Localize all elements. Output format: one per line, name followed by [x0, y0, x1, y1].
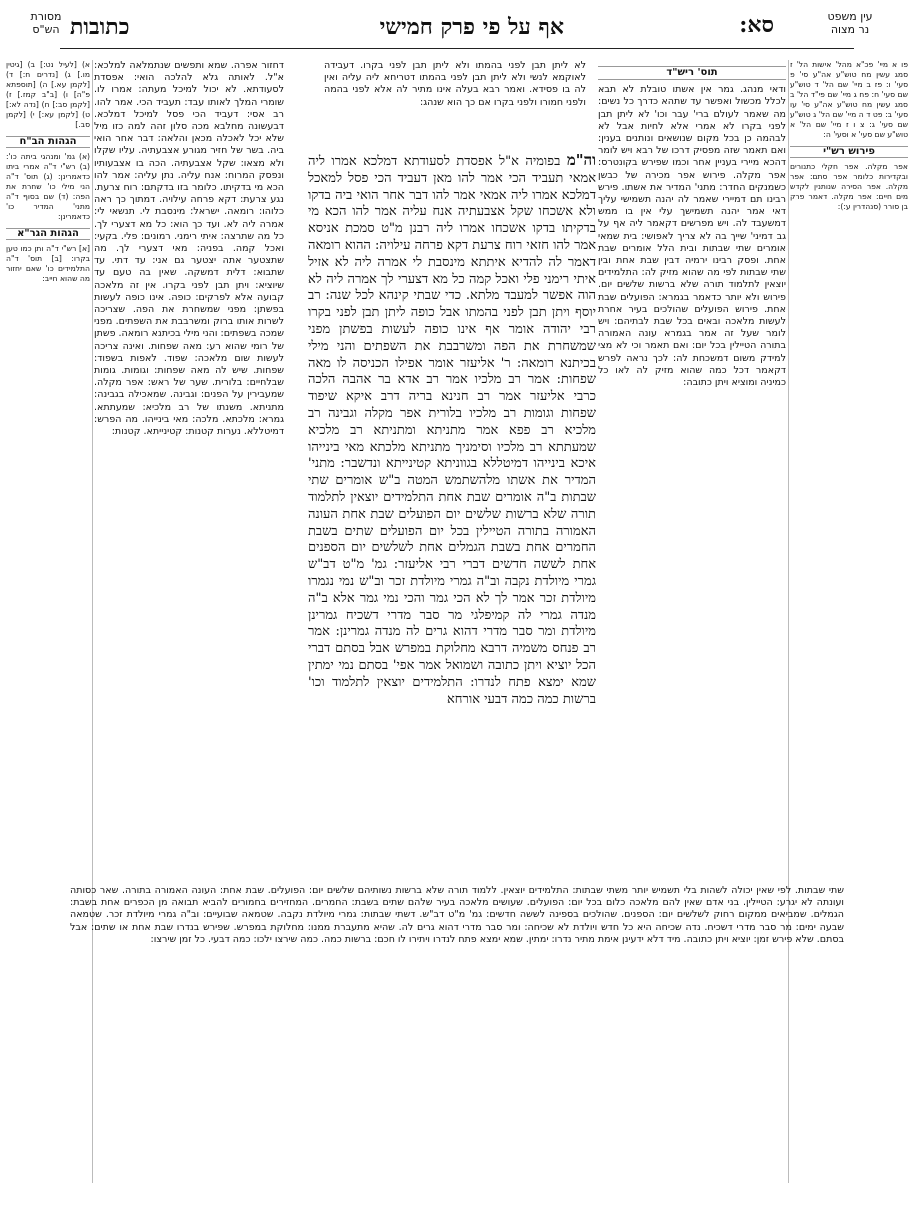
- gemara-opening-word: וה"מ: [566, 152, 596, 169]
- ein-mishpat-text: פו א מיי' פכ"א מהל' אישות הל' ז סמג עשין מח טוש"ע אה"ע סי' פ סעי' ו: פז ב מיי' שם הל' ד טוש"ע שם סעי' ח: פח ג מיי' שם פי"ד הל' ב סמג עשין מח טוש"ע אה"ע סי' עו סעי' ב: פט ד ה מיי' שם הל' ג טוש"ע שם סעי' ג: צ ו ז מיי' שם הל' א טוש"ע שם סעי' א וסעי' ה:: [790, 60, 908, 139]
- masoret-heading: מסורת הש"ס: [30, 10, 62, 36]
- ein-mishpat-heading: עין משפט נר מצוה: [827, 10, 873, 36]
- tosafot-text: ודאי מנהג. גמר אין אשתו טובלת לא תבא לכלל מכשול ואפשר עד שתהא כדרך כל נשים: מה שאמר לעולם ברי' עבר וכו' לא ליתן תבן לפני בקרו לא אמרי אלא לחיות אבל לא לבהמה כן בכל מקום שנושאים ונותנים בענין: ואם תאמר שזה מפסיק דרכו של רבא ויש לומר דהכא מיירי בעניין אחר וכמו שפירש בקונטרס: אפר מקלה. פירוש אפר מכירה של כבשן כשמנקים החדר: מתני' המדיר את אשתו. פירש רבינו תם דמיירי שאמר לה יהנה תשמישי עליך דאי אמר יהנה תשמישך עלי אין בו ממש דמשעבד לה. ויש מפרשים דקאמר ליה אף על גב דמיני' שייך בה לא צריך לאפושי: בית שמאי אומרים שתי שבתות ובית הלל אומרים שבת אחת. ופסק רבינו ירמיה דבין שבת אחת ובין שתי שבתות לפי מה שהוא מזיק לה: התלמידים יוצאין לתלמוד תורה שלא ברשות שלשים יום. פירוש ולא יותר כדאמר בגמרא: הפועלים שבת אחת. פירוש הפועלים שהולכים בעיר אחרת לעשות מלאכה ובאים בכל שבת לבתיהם: ויש לומר שעל זה אמר בגמרא עונה האמורה בתורה הטיילין בכל יום: ואם תאמר וכי לא מצי למידק משום דמשכחת לה: לכך נראה לפרש דקאמר דכל כמה שהוא מזיק לה לאו כל כמיניה ומוציא ויתן כתובה:: [598, 84, 786, 389]
- side-rashi-text: אפר מקלה. אפר חקלי כתנורים ובקדירות כלומר אפר סתם: אפר מקלה. אפר הסירה שנותנין לקדש מים חיים: אפר מקלה. דאמר פרק בן סורר (סנהדרין ע:):: [790, 162, 908, 211]
- central-top-paragraph: לא ליתן תבן לפני בהמתו ולא ליתן תבן לפני בקרו. דעבידה לאוקמא לנשי ולא ליתן תבן לפני בהמתו דטריחא ליה עליה ואין לה בו פסידא. ואמר רבא בעלה אינו מתיר לה אלא לפני בהמה ולפני חמורו ולפני בקרו אם כך הוא שנהג:: [324, 60, 586, 108]
- tosafot-heading: תוס' ריש"ד: [598, 66, 786, 80]
- page-header: [70, 12, 774, 52]
- tosafot-column: [598, 60, 786, 880]
- central-top-text: [324, 60, 586, 150]
- tractate-title: כתובות: [70, 14, 130, 40]
- side-rashi-heading: פירוש רש"י: [790, 146, 908, 158]
- header-divider: [60, 48, 854, 49]
- bottom-commentary: [70, 885, 844, 1185]
- masoret-column: [6, 60, 90, 460]
- rashi-column: [94, 60, 284, 880]
- masoret-text: א) [לעיל נט:] ב) [גיטין מו.] ג) [נדרים ח:] ד) [לקמן עא.] ה) [תוספתא פ"ה] ו) [ב"ב קמז.] ז) [לקמן סב:] ח) [נדה לא:] ט) [לקמן עא:] י) [לקמן סב.]: [6, 60, 90, 129]
- gemara-column: [308, 152, 596, 880]
- rashi-text: דחזור אפרה. שמא ותפשים שנתמלאה למלכא: א"ל. לאותה גלא להלכה הואי: אפסדת לסעודתא. לא יכול למיכל מעתה: אמרו לו. שומרי המלך לאותו עבד: תעביד הכי. אמר להו. רב אסי: דעביד הכי פסל למיכל דמלכא. דבעשונה מחלבא מכה סלון זהה למה כזו מיל שלא יכל לאכלה מכאן והלאה: דבר אחר הואי ביה. בשר של חזיר מגורע אצבעתיה. עליו שקלו ולא מצאו: שקל אצבעתיה. הכה בו אצבעותיו ונפסק המרוח: אנח עליה. נתן עליה: אמר להו הכא מי בדקיתו. כלומר בזו בדקתם: רוח צרעת. נגע צרעת: דקא פרחה עילויה. דמתוך כך ראה כלוהו: רומאה. ישראל: מינסבת לי. תנשאי לי: אמרה ליה לא. ועד כך הוא: כל מא דצערי לך. כל מה שתרצה: איתי רימני. רמונים: פלי. בקעי: ואכל קמה. בפניה: מאי דצערי לך. מה שתצטער אתה יצטער גם אני: עד דתי. עד שתבוא: דלית דמשקה. שאין בה טעם עד שיוציא: ויתן תבן לפני בקרו. אין זה מלאכה קבועה אלא לפרקים: כופה. אינו כופה לעשות בפשתן: מפני שמשחרת את הפה. שצריכה לשרות אותו ברוק ומשרבבת את השפתים. מפני שמכה בשפתים: והני מילי בכיתנא רומאה. פשתן של רומי שהוא רע: מאה שפחות. ואינה צריכה לעשות שום מלאכה: שפוד. לאפות בשפוד: שפחות. שיש לה מאה שפחות: וגומות. גומות שבלחיים: בלורית. שער של ראש: אפר מקלה. שמעבירין על הפנים: וגבינה. שמאכילה בגבינה: מתניתא. משנתו של רב מלכיא: שמעתתא. גמרא: מלכתא. מלכה: מאי בינייהו. מה הפרש: דמיטללא. נערות קטנות: קטינייתא. קטנות:: [94, 60, 284, 438]
- bottom-commentary-text: שתי שבתות. לפי שאין יכולה לשהות בלי תשמיש יותר משתי שבתות: התלמידים יוצאין. ללמוד תורה שלא ברשות נשותיהם שלשים יום: הפועלים. שבת אחת: העונה האמורה בתורה. שאר כסותה ועונתה לא יגרע: הטיילין. בני אדם שאין להם מלאכה כלום בכל יום: הפועלים. שעושים מלאכה בעיר שלהם שתים בשבת: החמרים. המחזירים בחמורים להביא תבואה מן הכפרים אחת בשבת: הגמלים. שמביאים ממקום רחוק לשלשים יום: הספנים. שהולכים בספינה לששה חדשים: גמ' מ"ט דב"ש. דשתי שבתות: גמרי מיולדת נקבה. שטמאה שבועיים: וב"ה גמרי מיולדת זכר. שטמאה שבעה ימים: מר סבר מדרי דשכיח. נדה שכיחה היא כל חדש ויולדת לא שכיחה: ומר סבר מדרי דהוא גרים לה. שהיא מתעברת ממנו: מחלוקת במפרש. שפירש בנדרו שבת אחת או שתים: אבל בסתם. שלא פירש זמן: יוציא ויתן כתובה. מיד דלא ידעינן אימת מתיר נדרו: ימתין. שמא ימצא פתח לנדרו ויתירו לו חכם: ברשות כמה. כמה שירצו ילכו: כמה דבעי. כל זמן שירצו:: [70, 885, 844, 945]
- ein-mishpat-column: [790, 60, 908, 310]
- hagahot-bach-heading: הגהות הב"ח: [6, 136, 90, 148]
- hagahot-bach-text: (א) גמ' ומנהגי ביתה כו': (ב) רש"י ד"ה אמרי ביתו כדאמרינן: (ג) תוס' ד"ה הני מילי כו' שחרת את הפה: (ד) שם בסוף ד"ה מתני' המדיר כו' כדאמרינן:: [6, 152, 90, 221]
- gemara-text: בפומיה א"ל אפסדת לסעודתא דמלכא אמרו ליה אמאי תעביד הכי אמר להו מאן דעביד הכי פסל למאכל דמלכא אמרו ליה אמאי אמר להו דבר אחר הואי ביה בדקו ולא אשכחו שקל אצבעתיה אנח עליה אמר להו הכא מי בדקיתו בדקו אשכחו אמרו ליה רבנן מ"ט סמכת אניסא אמר להו חזאי רוח צרעת דקא פרחה עילויה: ההוא רומאה דאמר לה להדיא איתתא מינסבת לי אמרה ליה לא אזיל איתי רימני פלי ואכל קמה כל מא דצערי לך אמרה ליה לא הוה אפשר למעבד מלתא. כדי שבתי קינהא לכל שנה: רב יוסף ויתן תבן לפני בהמתו אבל כופה ליתן תבן לפני בקרו רבי יהודה אומר אף אינו כופה לעשות בפשתן מפני שמשחרת את הפה ומשרבבת את השפתים והני מילי בכיתנא רומאה: ר' אליעזר אומר אפילו הכניסה לו מאה שפחות: אמר רב מלכיו אמר רב אדא בר אהבה הלכה כרבי אליעזר אמר רב חנינא בריה דרב איקא שיפוד שפחות וגומות רב מלכיו בלורית אפר מקלה וגבינה רב מלכיא רב פפא אמר מתניתא ומתניתא רב מלכיא שמעתתא רב מלכיו וסימניך מתניתא מלכתא מאי בינייהו איכא בינייהו דמיטללא בגווניתא קטינייתא ונדשבר: מתני' המדיר את אשתו מלהשתמש המטה ב"ש אומרים שתי שבתות ב"ה אומרים שבת אחת התלמידים יוצאין לתלמוד תורה שלא ברשות שלשים יום הפועלים שבת אחת העונה האמורה בתורה הטיילין בכל יום הפועלים שתים בשבת החמרים אחת בשבת הגמלים אחת לשלשים יום הספנים אחת לששה חדשים דברי רבי אליעזר: גמ' מ"ט דב"ש גמרי מיולדת נקבה וב"ה גמרי מיולדת זכר וב"ש נמי נגמרו מיולדת זכר אמר לך לא הכי גמר והכי נמי גמר אלא ב"ה מנדה גמרי לה קמיפלגי מר סבר מדרי דשכיח גמרינן מיולדת ומר סבר מדרי דהוא גרים לה מנדה גמרינן: אמר רב פנחס משמיה דרבא מחלוקת במפרש אבל בסתם דברי הכל יוציא ויתן כתובה ושמואל אמר אפי' בסתם נמי ימתין שמא ימצא פתח לנדרו: התלמידים יוצאין לתלמוד וכו' ברשות כמה כמה דבעי אורחא: [308, 154, 596, 707]
- chapter-title: אף על פי פרק חמישי: [379, 14, 564, 40]
- hagahot-gra-text: [א] רש"י ד"ה ותן כמו טען בקרו: [ב] תוס' ד"ה התלמידים כו' שאם יחזור מה שהוא חייב:: [6, 244, 90, 283]
- hagahot-gra-heading: הגהות הגר"א: [6, 228, 90, 240]
- folio-number: סא:: [739, 12, 774, 38]
